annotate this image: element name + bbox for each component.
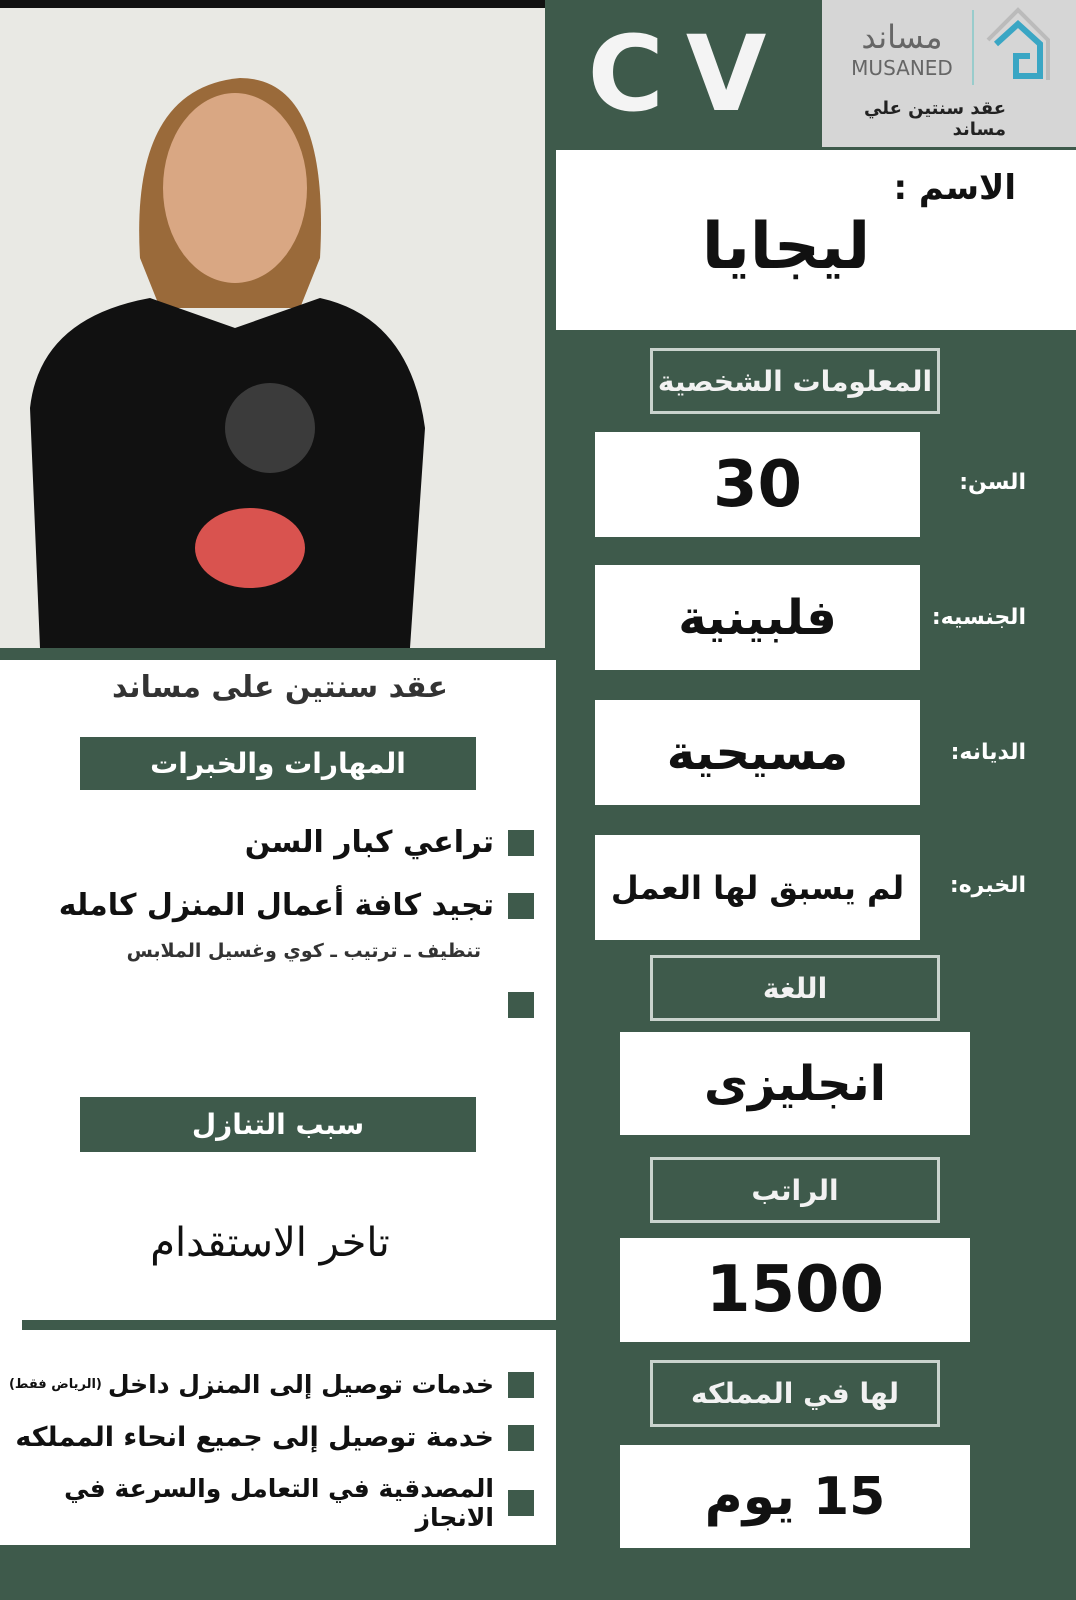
name-value: ليجايا (701, 210, 871, 284)
salary-value: 1500 (620, 1238, 970, 1342)
age-label: السن: (959, 470, 1026, 495)
left-panel (0, 660, 556, 1545)
experience-value: لم يسبق لها العمل (595, 835, 920, 940)
skill-item: تجيد كافة أعمال المنزل كامله (59, 888, 534, 923)
contract-note: عقد سنتين على مساند (111, 670, 449, 705)
bullet-square-icon (508, 992, 534, 1018)
logo-tagline: عقد سنتين علي مساند (864, 98, 1006, 140)
musaned-logo (822, 0, 1076, 147)
profile-photo (0, 0, 545, 648)
personal-info-header: المعلومات الشخصية (650, 348, 940, 414)
name-label: الاسم : (893, 168, 1016, 208)
in-kingdom-value: 15 يوم (620, 1445, 970, 1548)
language-value: انجليزى (620, 1032, 970, 1135)
in-kingdom-header: لها في المملكه (650, 1360, 940, 1427)
religion-value: مسيحية (595, 700, 920, 805)
age-value: 30 (595, 432, 920, 537)
skills-header: المهارات والخبرات (80, 737, 476, 790)
person-photo-icon (0, 8, 545, 648)
skill-item (494, 992, 534, 1018)
skill-item: تراعي كبار السن (245, 825, 534, 860)
religion-label: الديانه: (950, 740, 1026, 765)
logo-english: MUSANED (851, 56, 953, 80)
bullet-square-icon (508, 893, 534, 919)
skill-subtext: تنظيف ـ ترتيب ـ كوي وغسيل الملابس (126, 940, 481, 962)
service-item: المصدقية في التعامل والسرعة في الانجاز (0, 1474, 534, 1532)
service-item: خدمة توصيل إلى جميع انحاء المملكه (15, 1422, 534, 1453)
service-item: خدمات توصيل إلى المنزل داخل (الرياض فقط) (9, 1370, 534, 1399)
name-box (556, 150, 1076, 330)
nationality-value: فلبينية (595, 565, 920, 670)
bullet-square-icon (508, 1490, 534, 1516)
language-header: اللغة (650, 955, 940, 1021)
logo-arabic: مساند (861, 18, 943, 56)
transfer-reason: تاخر الاستقدام (150, 1220, 390, 1266)
bullet-square-icon (508, 1425, 534, 1451)
salary-header: الراتب (650, 1157, 940, 1223)
bullet-square-icon (508, 830, 534, 856)
cv-title: CV (587, 12, 789, 135)
experience-label: الخبره: (949, 873, 1026, 898)
bullet-square-icon (508, 1372, 534, 1398)
house-logo-icon (982, 4, 1054, 84)
divider (22, 1320, 556, 1330)
nationality-label: الجنسيه: (931, 605, 1026, 630)
transfer-reason-header: سبب التنازل (80, 1097, 476, 1152)
